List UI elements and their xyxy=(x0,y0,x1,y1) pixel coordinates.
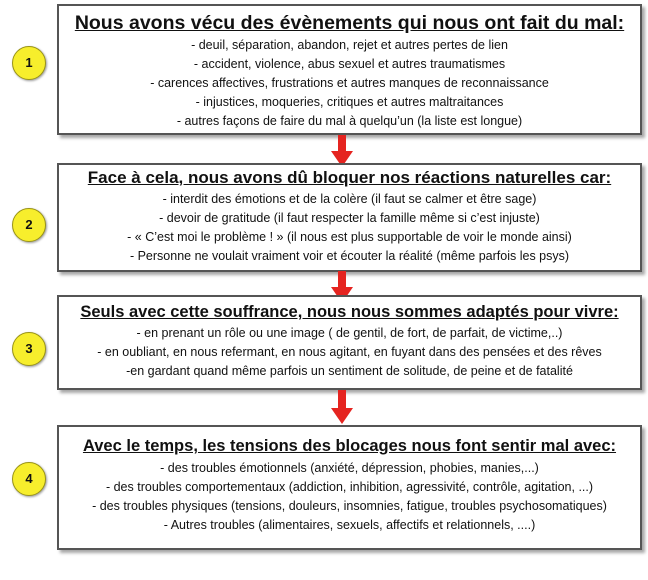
step-4-badge: 4 xyxy=(12,462,46,496)
step-4-box xyxy=(57,425,642,550)
step-4-line-2: - des troubles comportementaux (addiction, inhibition, agressivité, contrôle, agitation, ...) xyxy=(105,479,594,494)
step-2-line-1: - interdit des émotions et de la colère (il faut se calmer et être sage) xyxy=(162,191,537,206)
step-4-line-3: - des troubles physiques (tensions, douleurs, insomnies, fatigue, troubles psychosomatiques) xyxy=(92,498,607,513)
step-3-box xyxy=(57,295,642,390)
step-1-line-4: - injustices, moqueries, critiques et autres maltraitances xyxy=(195,95,504,110)
step-1-line-1: - deuil, séparation, abandon, rejet et autres pertes de lien xyxy=(191,38,508,53)
step-1-box xyxy=(57,4,642,135)
step-1-title: Nous avons vécu des évènements qui nous ont fait du mal: xyxy=(74,12,625,34)
step-4-line-1: - des troubles émotionnels (anxiété, dépression, phobies, manies,...) xyxy=(160,460,539,475)
step-2-badge: 2 xyxy=(12,208,46,242)
step-3-line-1: - en prenant un rôle ou une image ( de gentil, de fort, de parfait, de victime,..) xyxy=(136,325,563,340)
step-2-line-3: - « C’est moi le problème ! » (il nous est plus supportable de voir le monde ainsi) xyxy=(127,229,572,244)
step-2-title: Face à cela, nous avons dû bloquer nos réactions naturelles car: xyxy=(87,168,612,187)
step-4-line-4: - Autres troubles (alimentaires, sexuels, affectifs et relationnels, ....) xyxy=(163,517,536,532)
step-3-line-3: -en gardant quand même parfois un sentiment de solitude, de peine et de fatalité xyxy=(126,363,573,378)
step-1-line-5: - autres façons de faire du mal à quelqu’un (la liste est longue) xyxy=(176,114,523,129)
step-2-line-4: - Personne ne voulait vraiment voir et écouter la réalité (même parfois les psys) xyxy=(129,248,570,263)
step-1-badge: 1 xyxy=(12,46,46,80)
step-3-line-2: - en oubliant, en nous refermant, en nous agitant, en fuyant dans des pensées et des rêves xyxy=(97,344,602,359)
step-4-title: Avec le temps, les tensions des blocages nous font sentir mal avec: xyxy=(82,437,617,455)
step-1-line-2: - accident, violence, abus sexuel et autres traumatismes xyxy=(193,57,506,72)
step-1-line-3: - carences affectives, frustrations et autres manques de reconnaissance xyxy=(150,76,549,91)
down-arrow-icon xyxy=(331,390,353,424)
step-3-badge: 3 xyxy=(12,332,46,366)
step-2-line-2: - devoir de gratitude (il faut respecter la famille même si c’est injuste) xyxy=(159,210,540,225)
step-3-title: Seuls avec cette souffrance, nous nous sommes adaptés pour vivre: xyxy=(80,303,619,321)
step-2-box xyxy=(57,163,642,272)
